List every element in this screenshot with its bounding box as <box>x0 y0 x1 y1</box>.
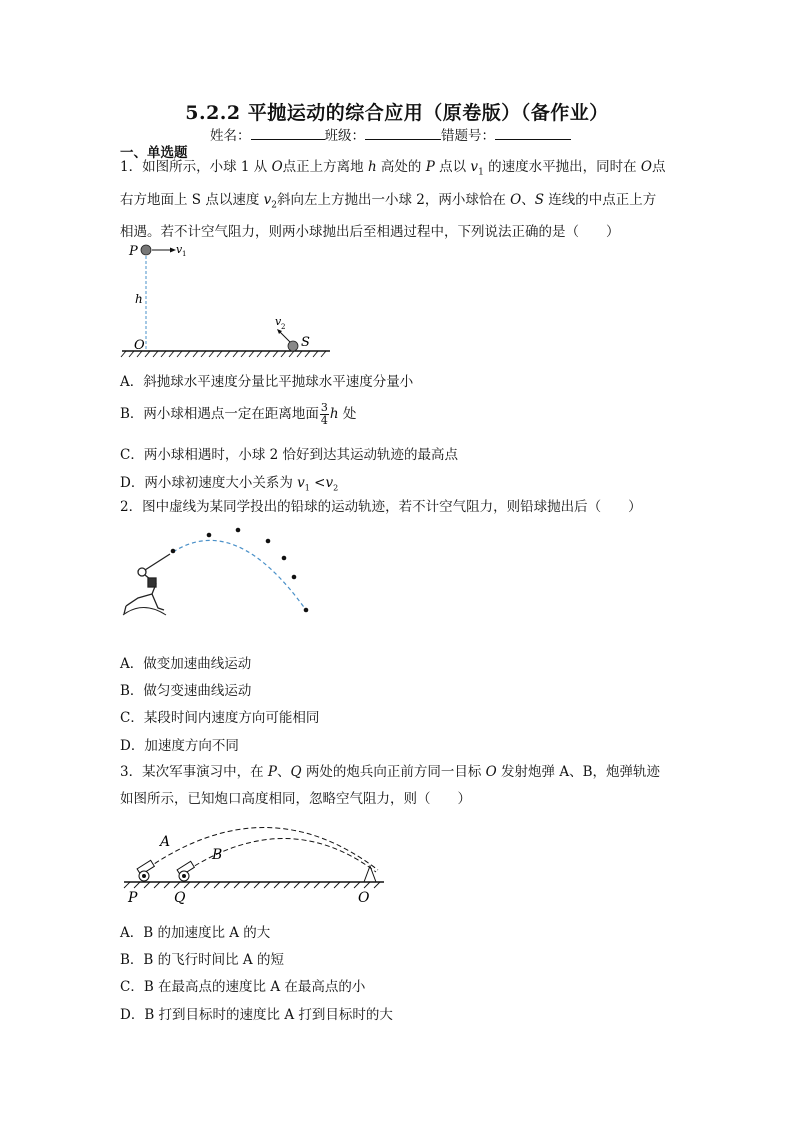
page-title: 5.2.2 平抛运动的综合应用（原卷版）（备作业） <box>185 102 609 124</box>
q3-option-d[interactable]: D．B 打到目标时的速度比 A 打到目标时的大 <box>120 1007 393 1023</box>
q2-option-b[interactable]: B．做匀变速曲线运动 <box>120 683 252 699</box>
q3-option-b[interactable]: B．B 的飞行时间比 A 的短 <box>120 952 284 968</box>
q1-option-c[interactable]: C．两小球相遇时，小球 2 恰好到达其运动轨迹的最高点 <box>120 447 459 463</box>
label-S: S <box>301 335 310 350</box>
label-O: O <box>134 338 145 353</box>
q1-option-a[interactable]: A．斜抛球水平速度分量比平抛球水平速度分量小 <box>120 374 414 390</box>
q3-option-a[interactable]: A．B 的加速度比 A 的大 <box>120 925 271 941</box>
student-info-line <box>210 124 571 144</box>
q1-line-1: 1．如图所示，小球 1 从 O点正上方离地 h 高处的 P 点以 $v_1$ 的速度水平抛出，同时在 O点 <box>120 159 666 178</box>
q1-figure <box>118 238 338 360</box>
q1-option-d[interactable]: D．两小球初速度大小关系为 $v_1 <v_2$ <box>120 475 339 493</box>
label-P: P <box>128 890 138 906</box>
label-v1-sub: 1 <box>182 250 187 258</box>
athlete-icon <box>123 554 170 615</box>
cannon-Q-icon <box>177 861 194 881</box>
name-label: 姓名： <box>210 128 251 144</box>
q2-option-d[interactable]: D．加速度方向不同 <box>120 738 239 754</box>
q3-line-1: 3．某次军事演习中，在 P、Q 两处的炮兵向正前方同一目标 O 发射炮弹 A、B，炮弹轨迹 <box>120 764 660 780</box>
q1-line-2: 右方地面上 S 点以速度 $v_2$斜向左上方抛出一小球 2，两小球恰在 O、S 连线的中点正上方 <box>120 191 657 211</box>
label-v1: v <box>176 243 183 256</box>
cannon-P-icon <box>137 860 154 881</box>
label-A: A <box>160 834 171 850</box>
question-1-stem <box>120 154 680 246</box>
label-P: P <box>129 244 138 259</box>
q2-figure-shot-put <box>118 522 318 618</box>
label-v2: v <box>275 315 282 328</box>
q3-option-c[interactable]: C．B 在最高点的速度比 A 在最高点的小 <box>120 979 366 995</box>
q3-line-2: 如图所示，已知炮口高度相同，忽略空气阻力，则（ ） <box>120 791 471 807</box>
q3-figure-artillery <box>118 816 393 908</box>
q2-option-c[interactable]: C．某段时间内速度方向可能相同 <box>120 710 320 726</box>
class-label: 班级： <box>324 128 365 144</box>
name-blank <box>251 126 325 140</box>
wrong-questions-label: 错题号： <box>441 128 495 144</box>
class-blank <box>365 126 441 140</box>
question-2-stem: 2．图中虚线为某同学投出的铅球的运动轨迹，若不计空气阻力，则铅球抛出后（ ） <box>120 499 642 515</box>
q2-option-a[interactable]: A．做变加速曲线运动 <box>120 656 252 672</box>
label-Q: Q <box>174 890 186 906</box>
section-heading: 一、单选题 <box>120 145 188 161</box>
question-3-stem <box>120 759 680 813</box>
fraction-three-quarters: $\frac{3}{4}$ <box>320 401 328 427</box>
label-O: O <box>358 890 370 906</box>
label-h: h <box>135 292 143 306</box>
label-v2-sub: 2 <box>281 323 286 331</box>
target-O-icon <box>364 866 376 882</box>
q1-option-b[interactable]: B．两小球相遇点一定在距离地面 $\frac{3}{4}$ h 处 <box>120 401 357 427</box>
wrong-questions-blank <box>495 126 571 140</box>
label-B: B <box>212 847 223 863</box>
q1-line-3: 相遇。若不计空气阻力，则两小球抛出后至相遇过程中，下列说法正确的是（ ） <box>120 224 620 241</box>
